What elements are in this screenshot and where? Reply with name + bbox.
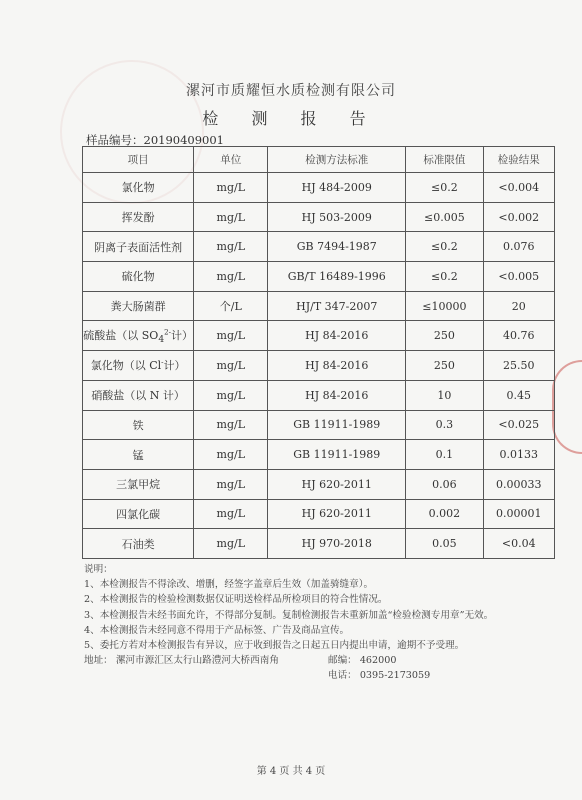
cell-limit: ≤0.005 xyxy=(406,202,483,232)
cell-item: 阴离子表面活性剂 xyxy=(83,232,194,262)
table-row xyxy=(83,469,555,499)
cell-item xyxy=(83,351,194,381)
cell-limit: 0.3 xyxy=(406,410,483,440)
cell-method: HJ 84-2016 xyxy=(268,351,406,381)
table-row xyxy=(83,380,555,410)
cell-unit: mg/L xyxy=(194,499,268,529)
cell-result: <0.004 xyxy=(483,173,554,203)
contact-section xyxy=(84,652,554,681)
cell-unit: mg/L xyxy=(194,232,268,262)
cell-result: <0.005 xyxy=(483,262,554,292)
cell-method: HJ 620-2011 xyxy=(268,499,406,529)
cell-method: HJ 620-2011 xyxy=(268,469,406,499)
cell-item: 四氯化碳 xyxy=(83,499,194,529)
cell-method: GB 7494-1987 xyxy=(268,232,406,262)
cell-limit: 250 xyxy=(406,321,483,351)
note-item: 5、委托方若对本检测报告有异议，应于收到报告之日起五日内提出申请，逾期不予受理。 xyxy=(84,640,465,652)
cell-unit: mg/L xyxy=(194,173,268,203)
cell-item: 锰 xyxy=(83,440,194,470)
cell-method: GB 11911-1989 xyxy=(268,410,406,440)
item-text: 硫酸盐（以 SO xyxy=(83,328,159,342)
cell-limit: ≤0.2 xyxy=(406,232,483,262)
cell-result: 0.00001 xyxy=(483,499,554,529)
cell-unit: mg/L xyxy=(194,380,268,410)
col-header-limit: 标准限值 xyxy=(406,147,483,173)
cell-item: 氯化物 xyxy=(83,173,194,203)
cell-method: GB 11911-1989 xyxy=(268,440,406,470)
col-header-item: 项目 xyxy=(83,147,194,173)
table-row xyxy=(83,410,555,440)
cell-limit: 0.1 xyxy=(406,440,483,470)
cell-item: 粪大肠菌群 xyxy=(83,291,194,321)
table-row xyxy=(83,499,555,529)
cell-unit: mg/L xyxy=(194,202,268,232)
table-row xyxy=(83,529,555,559)
cell-unit: mg/L xyxy=(194,529,268,559)
org-title: 漯河市质耀恒水质检测有限公司 xyxy=(186,83,396,99)
item-subscript: 4 xyxy=(158,333,165,345)
cell-item: 硫化物 xyxy=(83,262,194,292)
address: 地址： 漯河市源汇区太行山路澧河大桥西南角 xyxy=(84,655,279,666)
col-header-method: 检测方法标准 xyxy=(268,147,406,173)
sample-number: 样品编号：20190409001 xyxy=(86,133,224,147)
note-item: 3、本检测报告未经书面允许，不得部分复制。复制检测报告未重新加盖“检验检测专用章”无效。 xyxy=(84,609,494,621)
phone: 电话： 0395-2173059 xyxy=(328,670,431,681)
cell-item: 硝酸盐（以 N 计） xyxy=(83,380,194,410)
cell-result: 0.0133 xyxy=(483,440,554,470)
cell-limit: 0.05 xyxy=(406,529,483,559)
note-item: 1、本检测报告不得涂改、增删，经签字盖章后生效（加盖骑缝章）。 xyxy=(84,579,374,591)
table-row xyxy=(83,232,555,262)
table-row xyxy=(83,202,555,232)
cell-item xyxy=(83,321,194,351)
cell-result: <0.04 xyxy=(483,529,554,559)
table-header-row xyxy=(83,147,555,173)
cell-unit: 个/L xyxy=(194,291,268,321)
item-superscript: 2- xyxy=(164,328,171,337)
cell-limit: 0.002 xyxy=(406,499,483,529)
cell-method: HJ 484-2009 xyxy=(268,173,406,203)
results-table xyxy=(82,146,555,559)
table-row xyxy=(83,262,555,292)
table-row xyxy=(83,291,555,321)
cell-unit: mg/L xyxy=(194,440,268,470)
page-number: 第 4 页 共 4 页 xyxy=(256,766,326,777)
cell-result: <0.002 xyxy=(483,202,554,232)
cell-item: 挥发酚 xyxy=(83,202,194,232)
table-row xyxy=(83,173,555,203)
item-text-suffix: 计） xyxy=(170,328,193,342)
cell-item: 三氯甲烷 xyxy=(83,469,194,499)
cell-result: 0.00033 xyxy=(483,469,554,499)
cell-limit: ≤0.2 xyxy=(406,173,483,203)
item-text-suffix: 计） xyxy=(163,359,186,373)
table-row xyxy=(83,351,555,381)
cell-result: <0.025 xyxy=(483,410,554,440)
seam-stamp xyxy=(552,360,582,454)
cell-method: HJ 503-2009 xyxy=(268,202,406,232)
cell-limit: 0.06 xyxy=(406,469,483,499)
cell-method: HJ 84-2016 xyxy=(268,380,406,410)
cell-result: 40.76 xyxy=(483,321,554,351)
cell-unit: mg/L xyxy=(194,262,268,292)
item-superscript: - xyxy=(161,358,164,367)
table-row xyxy=(83,321,555,351)
cell-method: HJ/T 347-2007 xyxy=(268,291,406,321)
cell-item: 石油类 xyxy=(83,529,194,559)
col-header-result: 检验结果 xyxy=(483,147,554,173)
cell-method: GB/T 16489-1996 xyxy=(268,262,406,292)
report-title: 检 测 报 告 xyxy=(202,109,380,128)
cell-limit: 10 xyxy=(406,380,483,410)
cell-limit: ≤10000 xyxy=(406,291,483,321)
item-text: 氯化物（以 Cl xyxy=(90,359,162,373)
cell-result: 20 xyxy=(483,291,554,321)
notes-heading: 说明： xyxy=(84,564,113,575)
cell-method: HJ 84-2016 xyxy=(268,321,406,351)
notes-section xyxy=(84,562,554,653)
postcode: 邮编： 462000 xyxy=(328,655,397,666)
cell-result: 0.076 xyxy=(483,232,554,262)
cell-item: 铁 xyxy=(83,410,194,440)
cell-result: 0.45 xyxy=(483,380,554,410)
col-header-unit: 单位 xyxy=(194,147,268,173)
cell-result: 25.50 xyxy=(483,351,554,381)
cell-limit: 250 xyxy=(406,351,483,381)
table-row xyxy=(83,440,555,470)
cell-unit: mg/L xyxy=(194,321,268,351)
cell-method: HJ 970-2018 xyxy=(268,529,406,559)
cell-limit: ≤0.2 xyxy=(406,262,483,292)
note-item: 4、本检测报告未经同意不得用于产品标签、广告及商品宣传。 xyxy=(84,624,350,636)
cell-unit: mg/L xyxy=(194,351,268,381)
cell-unit: mg/L xyxy=(194,469,268,499)
cell-unit: mg/L xyxy=(194,410,268,440)
contact-row xyxy=(84,652,554,681)
note-item: 2、本检测报告的检验检测数据仅证明送检样品所检项目的符合性情况。 xyxy=(84,594,388,606)
